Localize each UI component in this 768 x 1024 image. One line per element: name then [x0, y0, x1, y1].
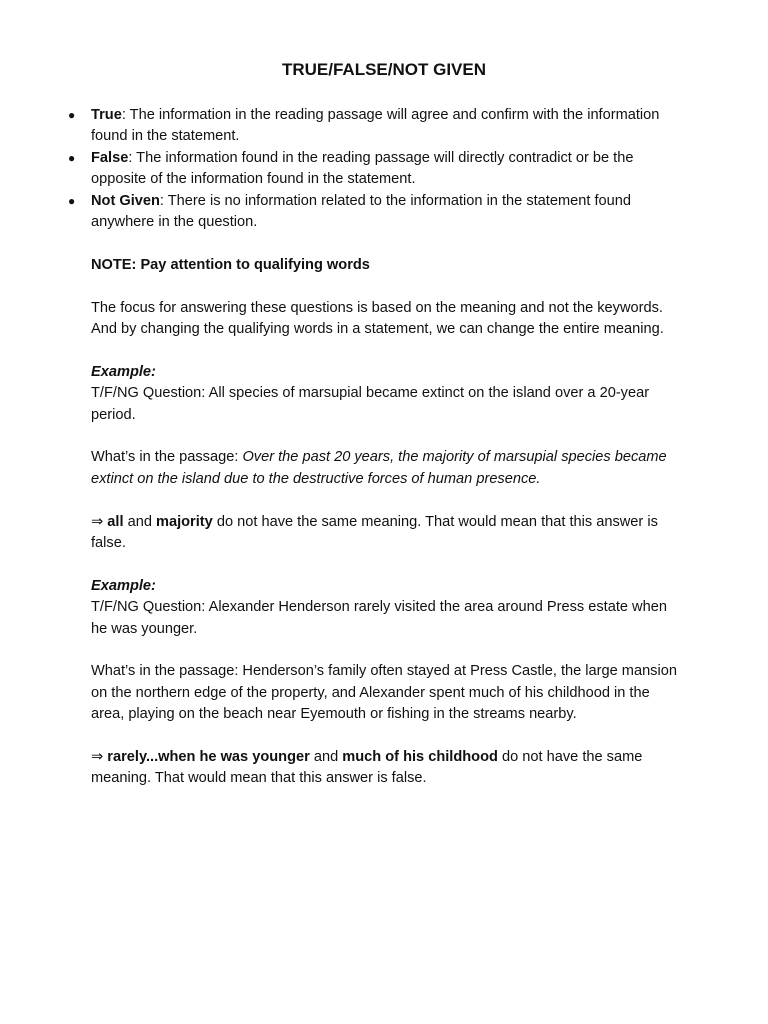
note-heading: NOTE: Pay attention to qualifying words [91, 256, 370, 273]
example-question: T/F/NG Question: All species of marsupial became extinct on the island over a 20-year period. [91, 385, 650, 423]
term-true: True [91, 107, 122, 123]
term-not-given: Not Given [91, 192, 160, 209]
document-body [68, 105, 681, 790]
example-label: Example: [91, 577, 156, 594]
conjunction: and [123, 513, 156, 530]
page-title: TRUE/FALSE/NOT GIVEN [281, 60, 487, 79]
bullet-icon: ● [68, 193, 76, 208]
keyword-1: rarely...when he was younger [107, 749, 310, 766]
keyword-2: much of his childhood [342, 749, 498, 766]
conclusion-text: do not have the same meaning. That would mean that this answer is false. [91, 749, 643, 787]
bullet-icon: ● [68, 150, 76, 165]
passage-quote: Over the past 20 years, the majority of marsupial species became extinct on the island due to the destructive forces of human presence. [91, 449, 667, 487]
list-item-not-given [68, 191, 681, 234]
list-item-true [68, 105, 681, 148]
definition-not-given: : There is no information related to the information in the statement found anywhere in the question. [91, 192, 631, 231]
example-question: T/F/NG Question: Alexander Henderson rarely visited the area around Press estate when he was younger. [91, 599, 667, 637]
keyword-1: all [107, 513, 124, 530]
arrow-icon: ⇒ [91, 513, 108, 530]
conclusion-text: do not have the same meaning. That would mean that this answer is false. [91, 513, 658, 552]
arrow-icon: ⇒ [91, 749, 108, 766]
bullet-icon: ● [68, 108, 76, 122]
definitions-list [68, 105, 681, 233]
example-passage: What’s in the passage: Henderson’s family often stayed at Press Castle, the large mansion on the northern edge of the property, and Alexander spent much of his childhood in the area, playing on the beach near Eyemouth or fishing in the streams nearby. [91, 663, 677, 723]
example-label: Example: [91, 363, 156, 380]
passage-prefix: What’s in the passage: [91, 449, 243, 466]
focus-paragraph: The focus for answering these questions is based on the meaning and not the keywords. And by changing the qualifying words in a statement, we can change the entire meaning. [91, 299, 664, 338]
conjunction: and [309, 749, 343, 766]
keyword-2: majority [156, 513, 213, 530]
example-conclusion [91, 512, 681, 555]
example-conclusion [91, 747, 681, 790]
term-false: False [91, 149, 129, 166]
list-item-false [68, 148, 681, 191]
example-passage [91, 447, 681, 490]
definition-true: : The information in the reading passage will agree and confirm with the information found in the statement. [91, 107, 660, 145]
definition-false: : The information found in the reading passage will directly contradict or be the opposite of the information found in the statement. [91, 149, 634, 188]
